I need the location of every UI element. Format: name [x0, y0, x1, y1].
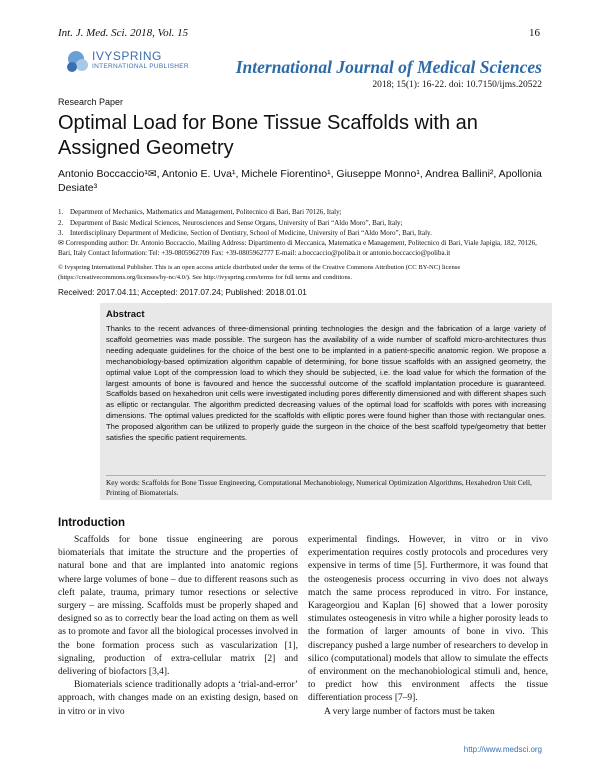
affiliation-3: 3. Interdisciplinary Department of Medicine, Section of Dentistry, School of Medicine, University of Bari “Aldo Moro”, Bari, Italy.	[58, 229, 432, 237]
keywords-divider	[106, 475, 546, 476]
footer-url[interactable]: http://www.medsci.org	[463, 745, 542, 754]
intro-paragraph-1: Scaffolds for bone tissue engineering are porous biomaterials that imitate the structure and the properties of natural bone and that are implanted into anatomic regions where large volumes of bone – due to different reasons such as cleft palate, trauma, primary tumor resections or selective surgery – are missing. Scaffolds must be properly shaped and designed so as to correctly bear the load acting on them as well as to promote and favor all the biological processes involved in the bone formation process such as vascularization [1], signaling, production of extra-cellular matrix [2] and delivering of biofactors [3,4].	[58, 535, 298, 678]
abstract-heading: Abstract	[106, 309, 145, 320]
intro-paragraph-2: Biomaterials science traditionally adopts a ‘trial-and-error’ approach, with changes made on an existing design, based on in vitro or in vivo	[58, 680, 298, 717]
affiliations	[58, 207, 548, 239]
intro-paragraph-4: A very large number of factors must be taken	[324, 706, 495, 717]
citation: 2018; 15(1): 16-22. doi: 10.7150/ijms.20522	[372, 80, 542, 90]
publisher-name: IVYSPRING	[92, 49, 162, 63]
article-type: Research Paper	[58, 97, 124, 107]
publication-dates: Received: 2017.04.11; Accepted: 2017.07.24; Published: 2018.01.01	[58, 288, 307, 297]
journal-title[interactable]: International Journal of Medical Sciences	[235, 57, 542, 77]
authors: Antonio Boccaccio¹✉, Antonio E. Uva¹, Michele Fiorentino¹, Giuseppe Monno¹, Andrea Ballini², Apollonia Desiate³	[58, 168, 542, 194]
keywords: Key words: Scaffolds for Bone Tissue Engineering, Computational Mechanobiology, Numerical Optimization Algorithms, Hexahedron Unit Cell, Printing of Biomaterials.	[106, 478, 532, 497]
page-number: 16	[529, 27, 540, 39]
publisher-subtitle: INTERNATIONAL PUBLISHER	[92, 63, 189, 70]
copyright-notice: © Ivyspring International Publisher. This is an open access article distributed under the terms of the Creative Commons Attribution (CC BY-NC) license (https://creativecommons.org/licenses/by-nc/4.0/). See http://ivyspring.com/terms for full terms and conditions.	[58, 264, 461, 281]
intro-paragraph-3: experimental findings. However, in vitro or in vivo experimentation requires costly protocols and procedures very expensive in terms of time [5]. Furthermore, it was found that the osteogenesis process occurring in vivo does not always match the same process reproduced in vitro. For instance, Karageorgiou and Kaplan [6] showed that a lower porosity stimulates osteogenesis in vitro while a higher porosity leads to the formation of larger amounts of bone in vivo. This discrepancy pushed a large number of researchers to develop in silico (computational) models that allow to simulate the effects of environment on the mechanobiological stimuli and, hence, to predict how this environment affects the tissue differentiation process [7–9].	[308, 535, 548, 704]
affiliation-1: 1. Department of Mechanics, Mathematics and Management, Politecnico di Bari, Bari 70126, Italy;	[58, 208, 342, 216]
journal-short-header: Int. J. Med. Sci. 2018, Vol. 15	[58, 27, 189, 39]
column-right	[308, 534, 548, 719]
corresponding-author: ✉ Corresponding author: Dr. Antonio Boccaccio, Mailing Address: Dipartimento di Meccanica, Matematica e Management, Politecnico di Bari, Viale Japigia, 182, 70126, Bari, Italy Contact Information: Tel: +39-0805962709 Fax: +39-0805962777 E-mail: a.boccaccio@poliba.it or antonio.boccaccio@poliba.it	[58, 239, 537, 257]
article-title: Optimal Load for Bone Tissue Scaffolds with an Assigned Geometry	[58, 112, 478, 159]
introduction-heading: Introduction	[58, 517, 126, 529]
column-left	[58, 534, 298, 719]
abstract-text: Thanks to the recent advances of three-dimensional printing technologies the design and the fabrication of a large variety of scaffold geometries was made possible. The surgeon has the availability of a wide number of scaffold micro-architectures thus needing adequate guidelines for the choice of the best one to be implanted in a patient-specific anatomic region. We propose a mechanobiology-based optimization algorithm capable of determining, for bone tissue scaffolds with an assigned geometry, the optimal value Lopt of the compression load to which they should be subjected, i.e. the load value for which the formation of the largest amounts of bone is favoured and hence the successful outcome of the scaffold implantation procedure is guaranteed. Scaffolds based on hexahedron unit cells were investigated including pores differently dimensioned and with different shapes such as elliptic or rectangular. The algorithm predicted decreasing values of the optimal load for scaffolds with pores with increasing dimensions. The optimal values predicted for the scaffolds with elliptic pores were found higher than those with rectangular ones. The proposed algorithm can be utilized to properly guide the surgeon in the choice of the best scaffold type/geometry that better satisfies the specific patient requirements.	[106, 324, 546, 443]
affiliation-2: 2. Department of Basic Medical Sciences, Neurosciences and Sense Organs, University of Bari “Aldo Moro”, Bari, Italy;	[58, 218, 403, 227]
